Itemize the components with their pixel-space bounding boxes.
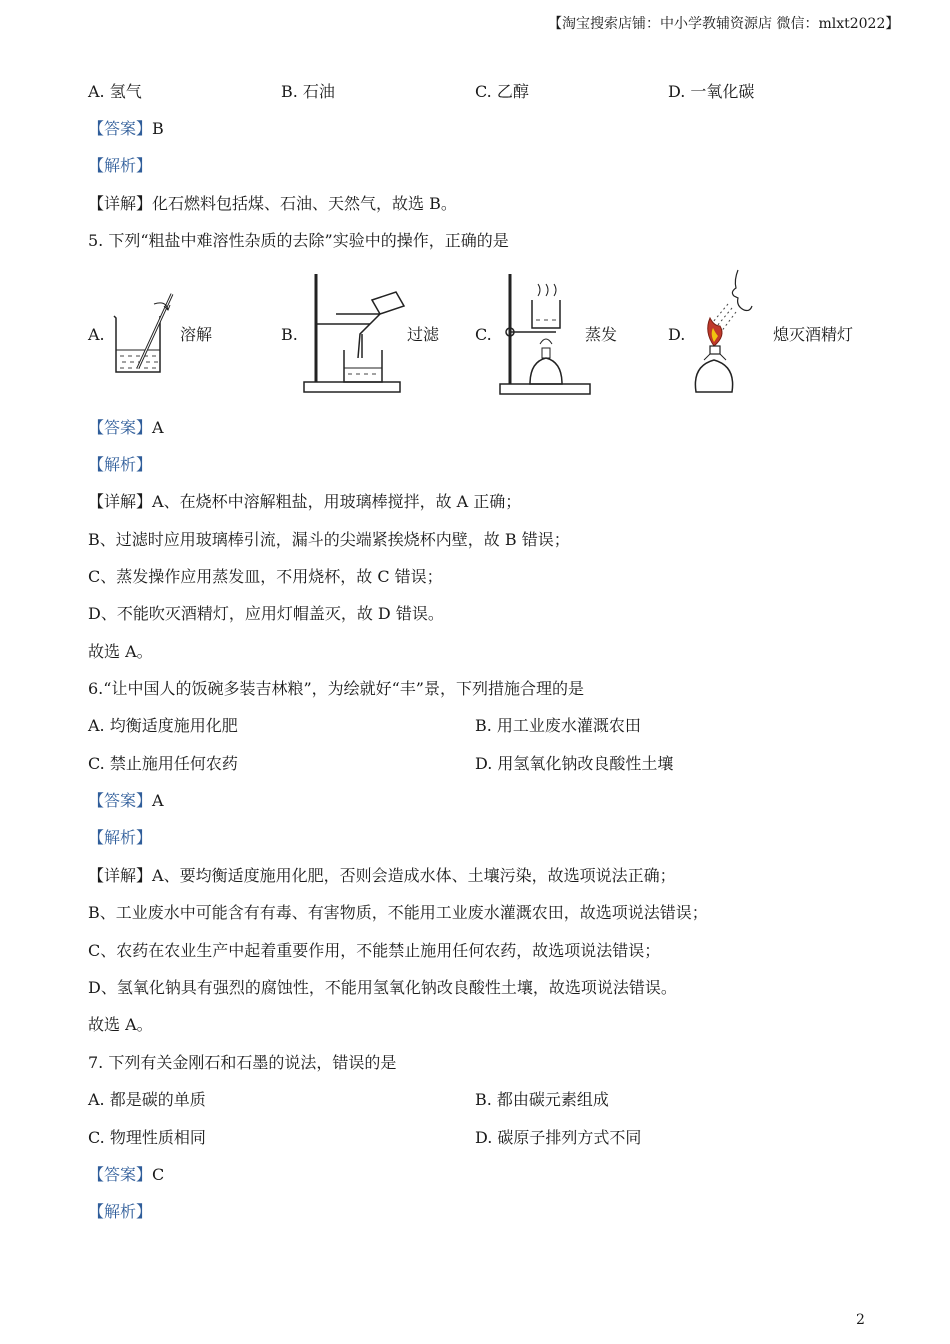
q5-stem: 5. 下列“粗盐中难溶性杂质的去除”实验中的操作，正确的是: [88, 231, 509, 250]
q6-stem: 6.“让中国人的饭碗多装吉林粮”，为绘就好“丰”景，下列措施合理的是: [88, 679, 584, 698]
q5-detail-line: D、不能吹灭酒精灯，应用灯帽盖灭，故 D 错误。: [88, 604, 444, 623]
detail-text: A、要均衡适度施用化肥，否则会造成水体、土壤污染，故选项说法正确；: [152, 866, 676, 885]
q4-answer: [88, 119, 164, 139]
q6-answer: [88, 791, 164, 811]
answer-value: C: [152, 1165, 165, 1184]
detail-tag: 【详解】: [88, 492, 153, 511]
q7-option-c: C. 物理性质相同: [88, 1128, 206, 1147]
q5-detail-line: [88, 492, 521, 512]
evaporation-apparatus-icon: [496, 270, 596, 400]
q6-option-a: A. 均衡适度施用化肥: [88, 716, 238, 735]
q5-option-c-label: 蒸发: [585, 325, 618, 344]
q5-option-a-label: 溶解: [180, 325, 213, 344]
q6-detail-line: D、氢氧化钠具有强烈的腐蚀性，不能用氢氧化钠改良酸性土壤，故选项说法错误。: [88, 978, 677, 997]
q6-detail-line: [88, 866, 676, 886]
beaker-stir-icon: [108, 290, 180, 378]
q5-option-a-letter: A.: [88, 325, 105, 344]
evaporate-figure: [496, 270, 596, 400]
answer-value: A: [152, 791, 164, 810]
q7-option-d: D. 碳原子排列方式不同: [475, 1128, 642, 1147]
answer-value: B: [152, 119, 164, 138]
q6-option-d: D. 用氢氧化钠改良酸性土壤: [475, 754, 674, 773]
q5-option-d-letter: D.: [668, 325, 686, 344]
q5-option-b-letter: B.: [281, 325, 298, 344]
q7-answer: [88, 1165, 164, 1185]
page-header: 【淘宝搜索店铺：中小学教辅资源店 微信：mlxt2022】: [548, 16, 900, 32]
extinguish-figure: [690, 266, 770, 400]
q4-option-a: A. 氢气: [88, 82, 142, 101]
detail-text: A、在烧杯中溶解粗盐，用玻璃棒搅拌，故 A 正确；: [152, 492, 522, 511]
q6-analysis-tag: 【解析】: [88, 828, 153, 847]
detail-text: 化石燃料包括煤、石油、天然气，故选 B。: [152, 194, 457, 213]
q6-option-c: C. 禁止施用任何农药: [88, 754, 238, 773]
q5-answer: [88, 418, 164, 438]
q6-detail-line: C、农药在农业生产中起着重要作用，不能禁止施用任何农药，故选项说法错误；: [88, 941, 661, 960]
q5-detail-line: B、过滤时应用玻璃棒引流，漏斗的尖端紧挨烧杯内壁，故 B 错误；: [88, 530, 570, 549]
q4-detail: [88, 194, 457, 214]
answer-value: A: [152, 418, 164, 437]
detail-tag: 【详解】: [88, 194, 153, 213]
blowing-out-lamp-icon: [690, 266, 770, 400]
answer-tag: 【答案】: [88, 418, 153, 437]
q5-option-c-letter: C.: [475, 325, 492, 344]
filter-figure: [300, 270, 408, 400]
q7-stem: 7. 下列有关金刚石和石墨的说法，错误的是: [88, 1053, 397, 1072]
q4-option-d: D. 一氧化碳: [668, 82, 755, 101]
q5-conclusion: 故选 A。: [88, 642, 153, 661]
q6-option-b: B. 用工业废水灌溉农田: [475, 716, 641, 735]
q7-option-b: B. 都由碳元素组成: [475, 1090, 609, 1109]
dissolve-figure: [108, 290, 180, 378]
detail-tag: 【详解】: [88, 866, 153, 885]
q6-conclusion: 故选 A。: [88, 1015, 153, 1034]
q4-analysis-tag: 【解析】: [88, 156, 153, 175]
page-number: 2: [856, 1312, 865, 1328]
q4-option-c: C. 乙醇: [475, 82, 529, 101]
filtration-apparatus-icon: [300, 270, 408, 400]
q5-analysis-tag: 【解析】: [88, 455, 153, 474]
q7-option-a: A. 都是碳的单质: [88, 1090, 206, 1109]
answer-tag: 【答案】: [88, 1165, 153, 1184]
q5-detail-line: C、蒸发操作应用蒸发皿，不用烧杯，故 C 错误；: [88, 567, 443, 586]
q6-detail-line: B、工业废水中可能含有有毒、有害物质，不能用工业废水灌溉农田，故选项说法错误；: [88, 903, 708, 922]
answer-tag: 【答案】: [88, 119, 153, 138]
q4-option-b: B. 石油: [281, 82, 335, 101]
q5-option-d-label: 熄灭酒精灯: [773, 325, 854, 344]
answer-tag: 【答案】: [88, 791, 153, 810]
q7-analysis-tag: 【解析】: [88, 1202, 153, 1221]
q5-option-b-label: 过滤: [407, 325, 440, 344]
